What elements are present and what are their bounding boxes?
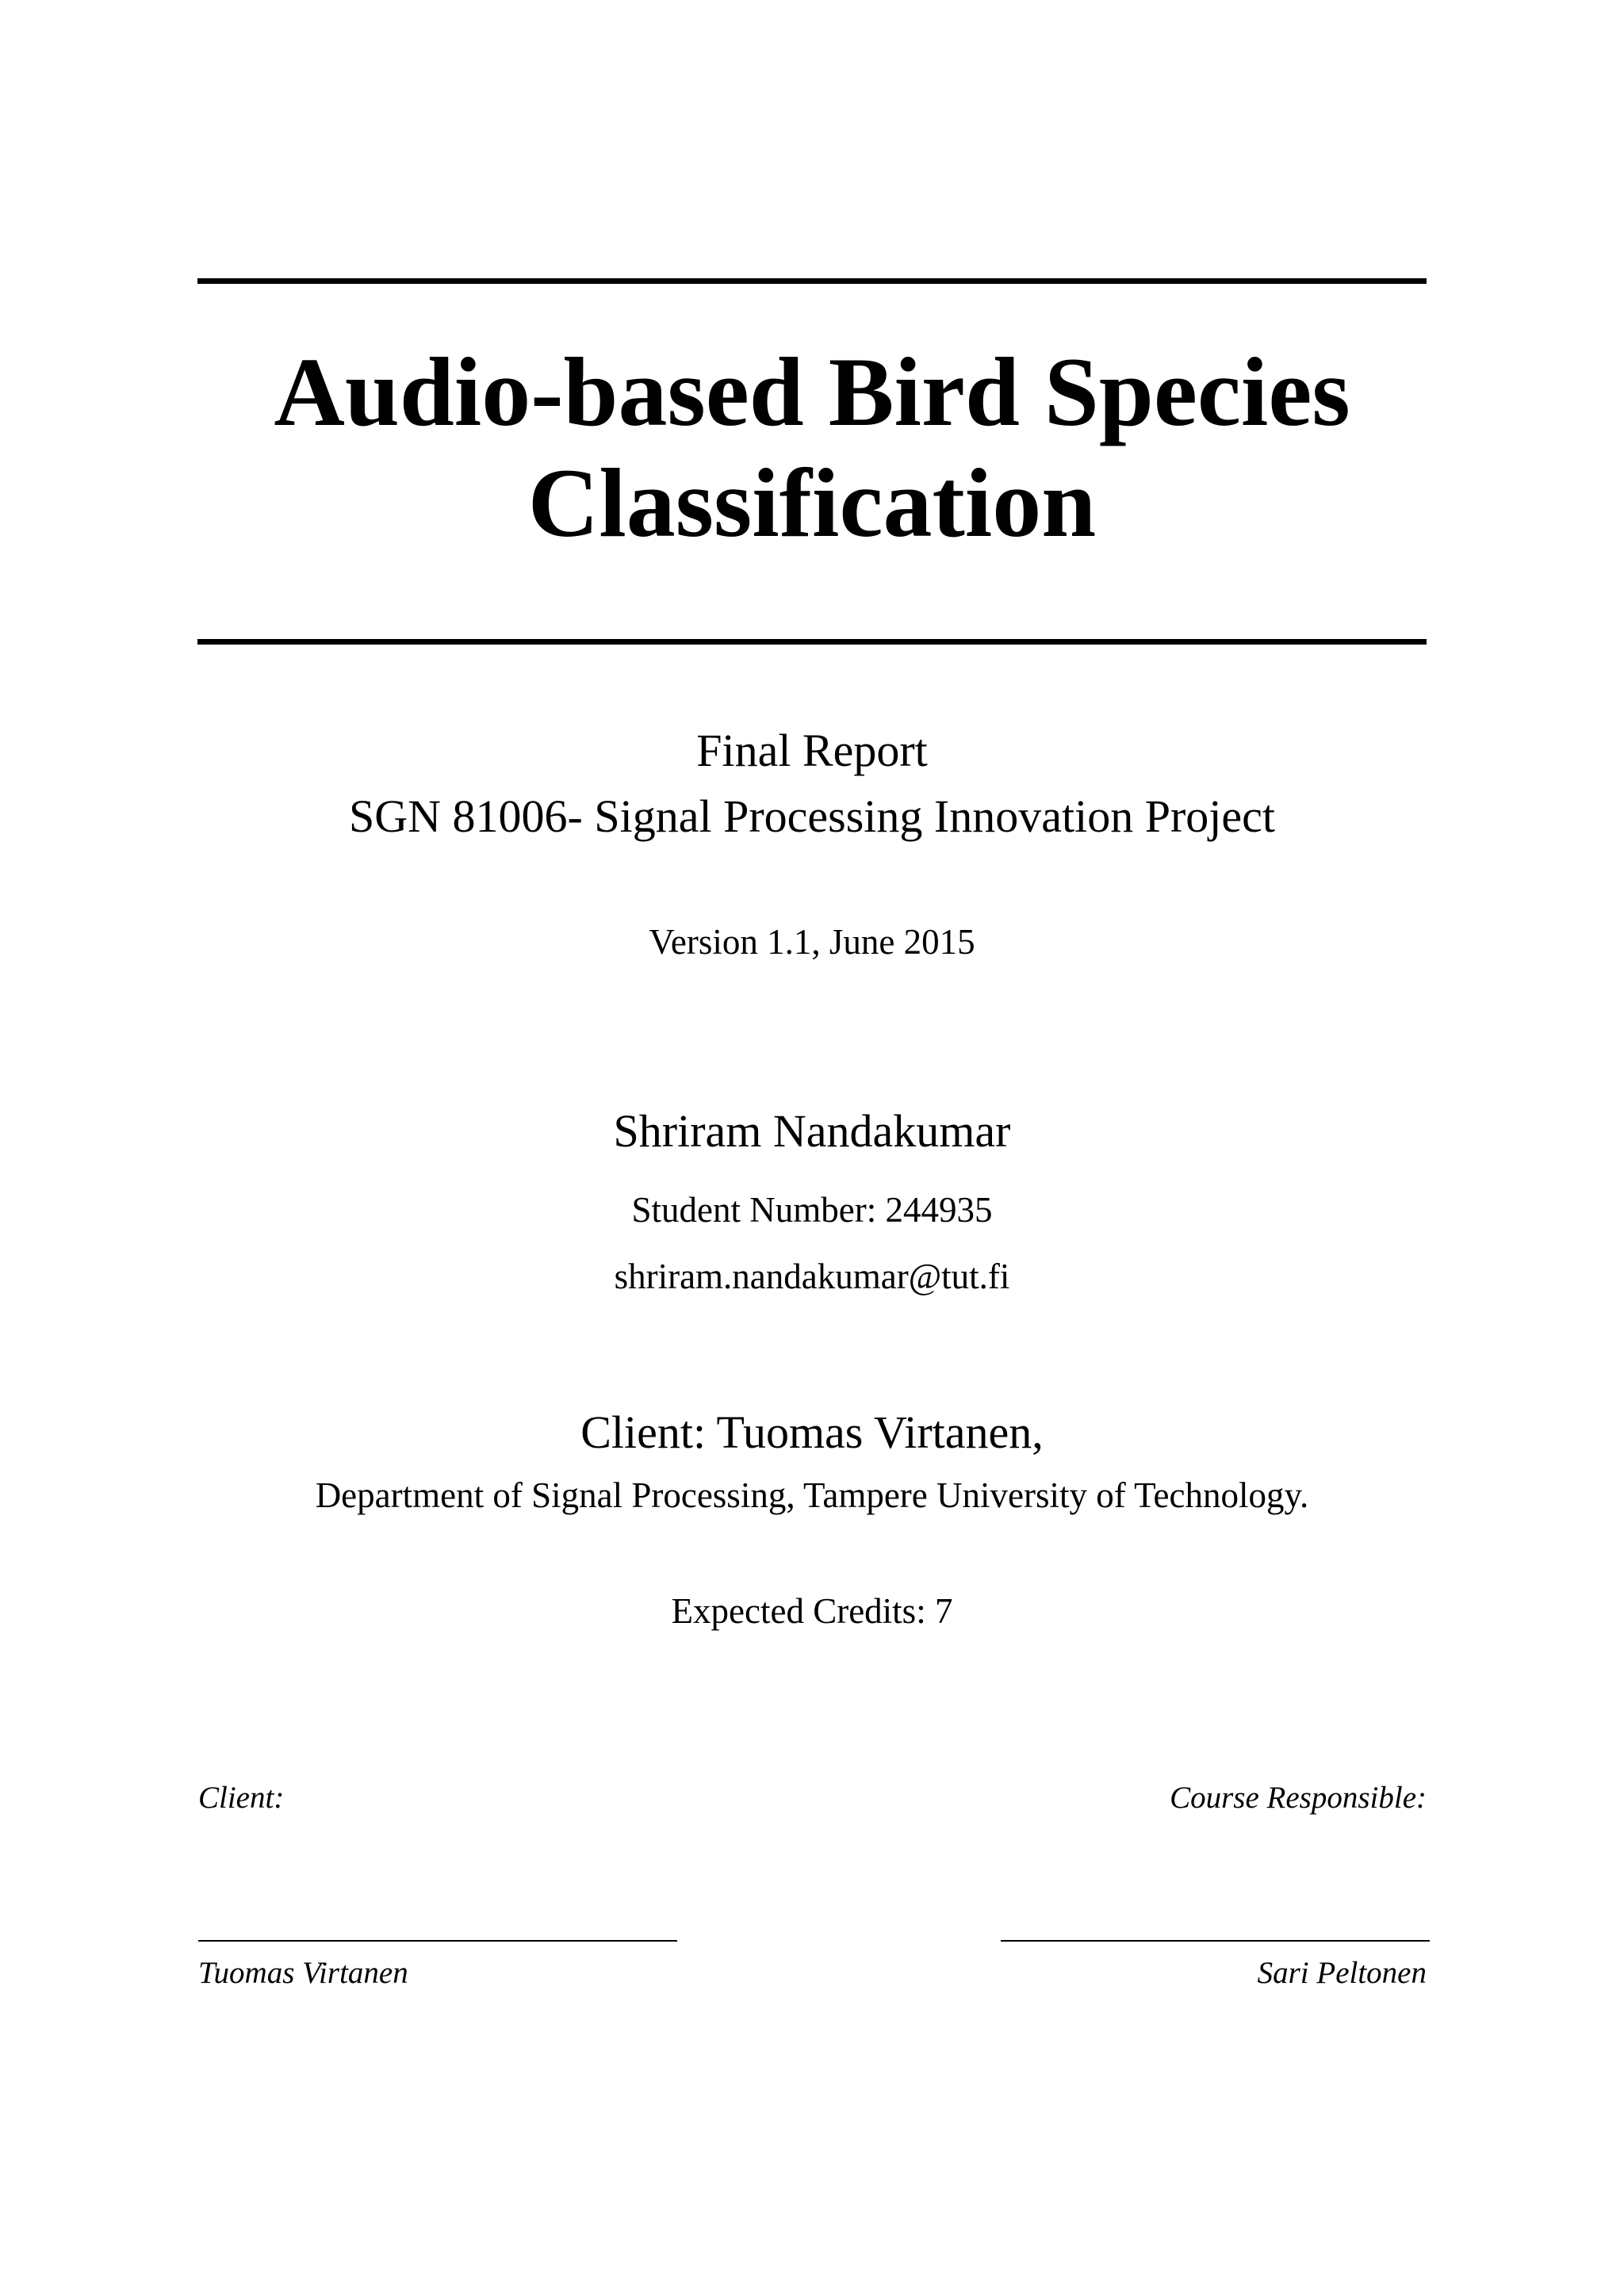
student-number: Student Number: 244935	[631, 1190, 993, 1230]
course-responsible-signatory-name: Sari Peltonen	[1257, 1956, 1427, 1990]
title-line-1: Audio-based Bird Species	[274, 338, 1350, 446]
course-responsible-signature-label: Course Responsible:	[1170, 1781, 1427, 1815]
expected-credits: Expected Credits: 7	[671, 1591, 953, 1631]
document-title	[0, 337, 1624, 559]
title-top-rule	[197, 278, 1427, 284]
client-signature-label: Client:	[198, 1781, 285, 1815]
client-name: Client: Tuomas Virtanen,	[580, 1406, 1044, 1458]
title-bottom-rule	[197, 639, 1427, 645]
title-line-2: Classification	[527, 449, 1097, 557]
course-name: SGN 81006- Signal Processing Innovation Project	[349, 790, 1275, 842]
client-signatory-name: Tuomas Virtanen	[198, 1956, 408, 1990]
client-signature-line	[198, 1940, 677, 1942]
version-date: Version 1.1, June 2015	[649, 922, 975, 962]
report-type: Final Report	[696, 725, 928, 776]
course-responsible-signature-line	[1001, 1940, 1430, 1942]
author-name: Shriram Nandakumar	[613, 1105, 1011, 1157]
client-department: Department of Signal Processing, Tampere University of Technology.	[315, 1475, 1309, 1515]
author-email: shriram.nandakumar@tut.fi	[614, 1257, 1010, 1296]
